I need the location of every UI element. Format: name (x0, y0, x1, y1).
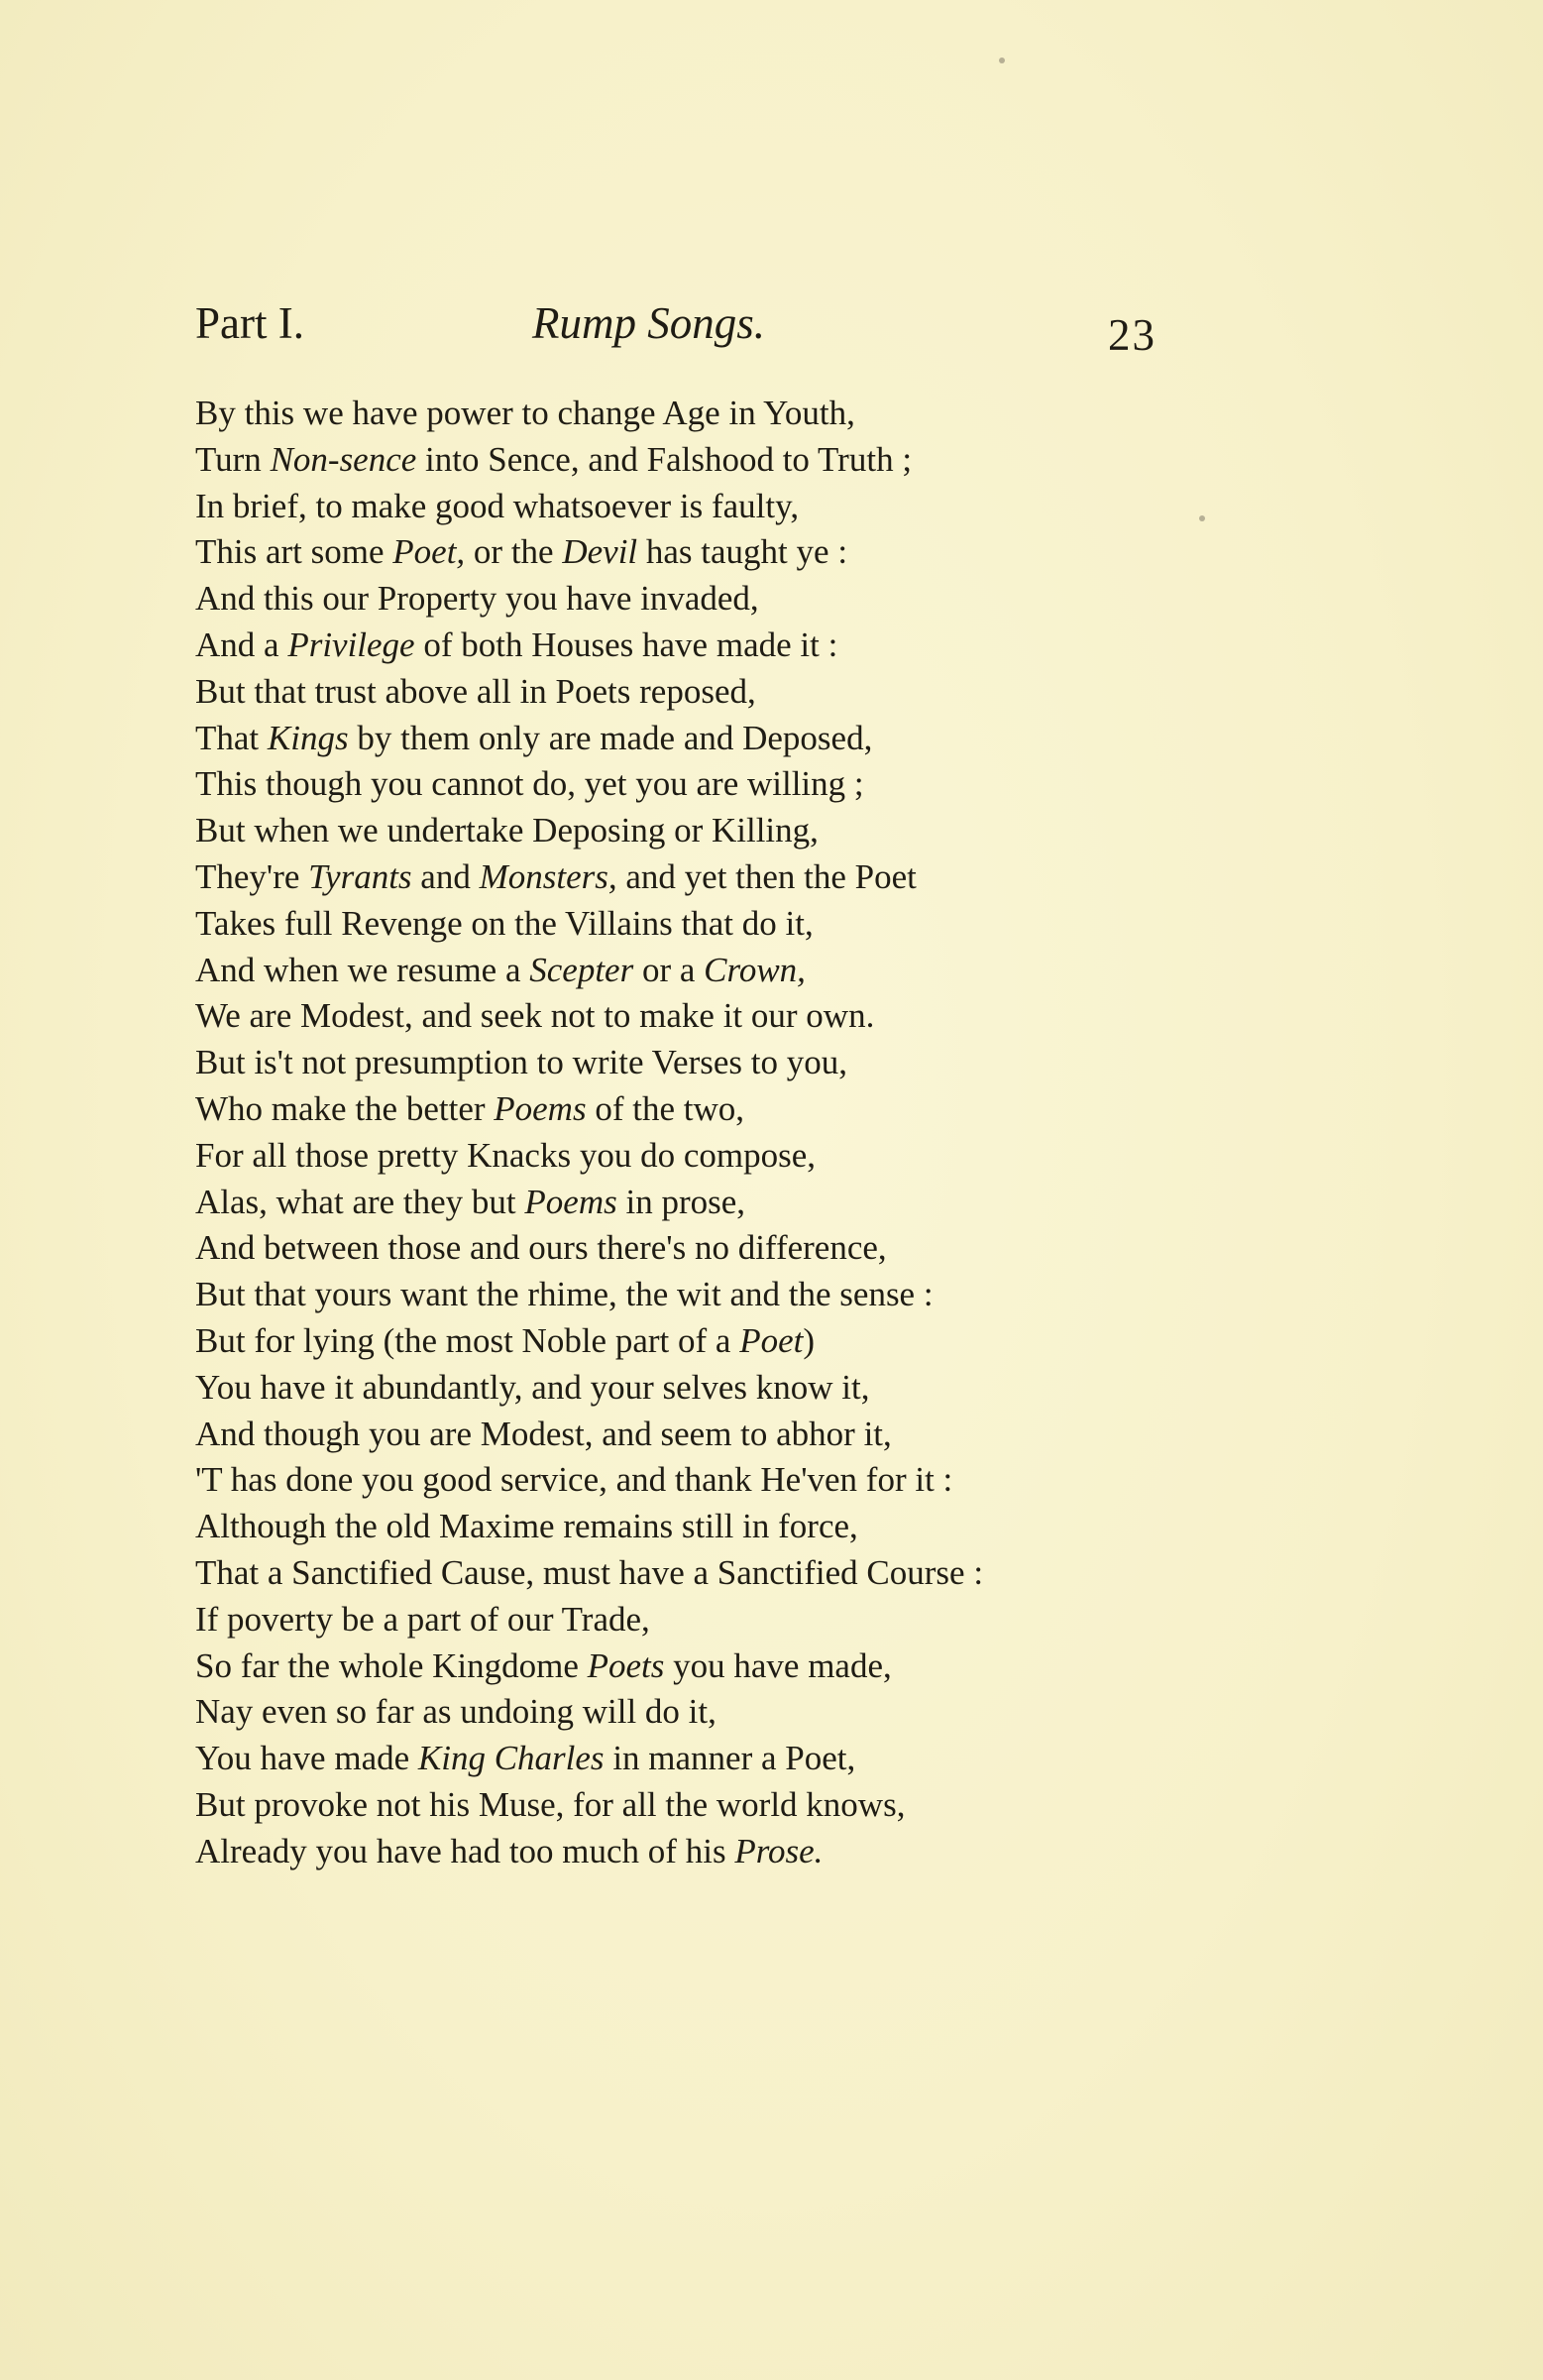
poem-line (195, 529, 1186, 576)
text-segment: into Sence, and Falshood to Truth ; (416, 439, 913, 479)
poem-line (195, 1457, 1186, 1504)
text-segment: 'T has done you good service, and thank He'ven for it : (195, 1460, 953, 1500)
poem-line (195, 1180, 1186, 1226)
text-segment: You have made (195, 1739, 418, 1778)
text-segment: And a (195, 624, 288, 664)
poem-line (195, 1782, 1186, 1829)
poem-line (195, 576, 1186, 623)
text-segment: And this our Property you have invaded, (195, 579, 759, 619)
poem-line (195, 1412, 1186, 1458)
text-segment: This though you cannot do, yet you are willing ; (195, 764, 864, 804)
italic-segment: Crown, (704, 950, 806, 989)
paper-speck (999, 57, 1005, 63)
poem-line (195, 1736, 1186, 1782)
italic-segment: Poet, (392, 532, 466, 572)
text-segment: But when we undertake Deposing or Killing, (195, 811, 819, 850)
text-segment: In brief, to make good whatsoever is faulty, (195, 486, 800, 525)
poem-line (195, 1643, 1186, 1690)
italic-segment: Privilege (287, 624, 415, 664)
text-segment: Although the old Maxime remains still in force, (195, 1507, 858, 1546)
text-segment: For all those pretty Knacks you do compose, (195, 1135, 817, 1175)
text-segment: But provoke not his Muse, for all the world knows, (195, 1784, 906, 1824)
text-segment: That a Sanctified Cause, must have a Sanctified Course : (195, 1552, 984, 1592)
text-segment: Already you have had too much of his (195, 1831, 735, 1870)
text-segment: or the (465, 532, 563, 572)
poem-line (195, 1829, 1186, 1875)
page-number: 23 (1108, 310, 1157, 360)
italic-segment: Devil (562, 532, 638, 572)
running-title: Rump Songs. (532, 298, 765, 348)
text-segment: you have made, (664, 1645, 892, 1685)
text-segment: by them only are made and Deposed, (348, 718, 873, 757)
text-segment: By this we have power to change Age in Youth, (195, 394, 855, 432)
italic-segment: Prose. (734, 1831, 824, 1870)
text-segment: They're (195, 856, 309, 896)
text-segment: And though you are Modest, and seem to abhor it, (195, 1414, 892, 1453)
paper-speck (1199, 515, 1205, 521)
text-segment: ) (803, 1320, 815, 1360)
poem-line (195, 484, 1186, 530)
poem-line (195, 1086, 1186, 1133)
running-header (195, 297, 1157, 360)
poem-line (195, 901, 1186, 948)
poem-line (195, 1597, 1186, 1643)
poem-line (195, 761, 1186, 808)
italic-segment: Tyrants (308, 856, 412, 896)
poem-body (195, 391, 1186, 1875)
poem-line (195, 391, 1186, 437)
text-segment: Turn (195, 439, 271, 479)
italic-segment: Non-sence (270, 439, 417, 479)
italic-segment: King Charles (417, 1739, 605, 1778)
text-segment: If poverty be a part of our Trade, (195, 1599, 650, 1639)
text-segment: This art some (195, 532, 393, 572)
italic-segment: Monsters, (479, 856, 617, 896)
italic-segment: Poets (587, 1645, 665, 1685)
poem-line (195, 808, 1186, 854)
poem-line (195, 948, 1186, 994)
italic-segment: Poems (524, 1182, 617, 1221)
text-segment: Takes full Revenge on the Villains that do it, (195, 903, 814, 943)
text-segment: So far the whole Kingdome (195, 1645, 588, 1685)
text-segment: of the two, (586, 1088, 744, 1128)
text-segment: Who make the better (195, 1088, 495, 1128)
text-segment: You have it abundantly, and your selves know it, (195, 1367, 870, 1407)
poem-line (195, 1133, 1186, 1180)
italic-segment: Poems (494, 1088, 587, 1128)
text-segment: Alas, what are they but (195, 1182, 525, 1221)
text-segment: But that yours want the rhime, the wit and the sense : (195, 1275, 934, 1314)
text-segment: But is't not presumption to write Verses to you, (195, 1043, 847, 1082)
poem-line (195, 1504, 1186, 1550)
text-segment: But for lying (the most Noble part of a (195, 1320, 740, 1360)
text-segment: That (195, 718, 268, 757)
text-segment: and (411, 856, 480, 896)
poem-line (195, 1225, 1186, 1272)
poem-line (195, 1272, 1186, 1318)
poem-line (195, 1318, 1186, 1365)
poem-line (195, 716, 1186, 762)
text-segment: And when we resume a (195, 950, 530, 989)
italic-segment: Poet (739, 1320, 804, 1360)
poem-line (195, 1550, 1186, 1597)
text-segment: has taught ye : (637, 532, 848, 572)
text-segment: in prose, (616, 1182, 746, 1221)
poem-line (195, 1365, 1186, 1412)
text-segment: in manner a Poet, (604, 1739, 856, 1778)
text-segment: or a (633, 950, 705, 989)
poem-line (195, 437, 1186, 484)
text-segment: of both Houses have made it : (414, 624, 838, 664)
poem-line (195, 623, 1186, 669)
italic-segment: Kings (267, 718, 349, 757)
text-segment: And between those and ours there's no difference, (195, 1228, 887, 1268)
text-segment: and yet then the Poet (616, 856, 917, 896)
italic-segment: Scepter (529, 950, 634, 989)
poem-line (195, 1040, 1186, 1086)
text-segment: But that trust above all in Poets reposed, (195, 671, 756, 711)
poem-line (195, 854, 1186, 901)
text-segment: We are Modest, and seek not to make it our own. (195, 996, 875, 1036)
text-segment: Nay even so far as undoing will do it, (195, 1692, 716, 1732)
poem-line (195, 1689, 1186, 1736)
poem-line (195, 993, 1186, 1040)
poem-line (195, 669, 1186, 716)
part-label: Part I. (195, 298, 304, 348)
